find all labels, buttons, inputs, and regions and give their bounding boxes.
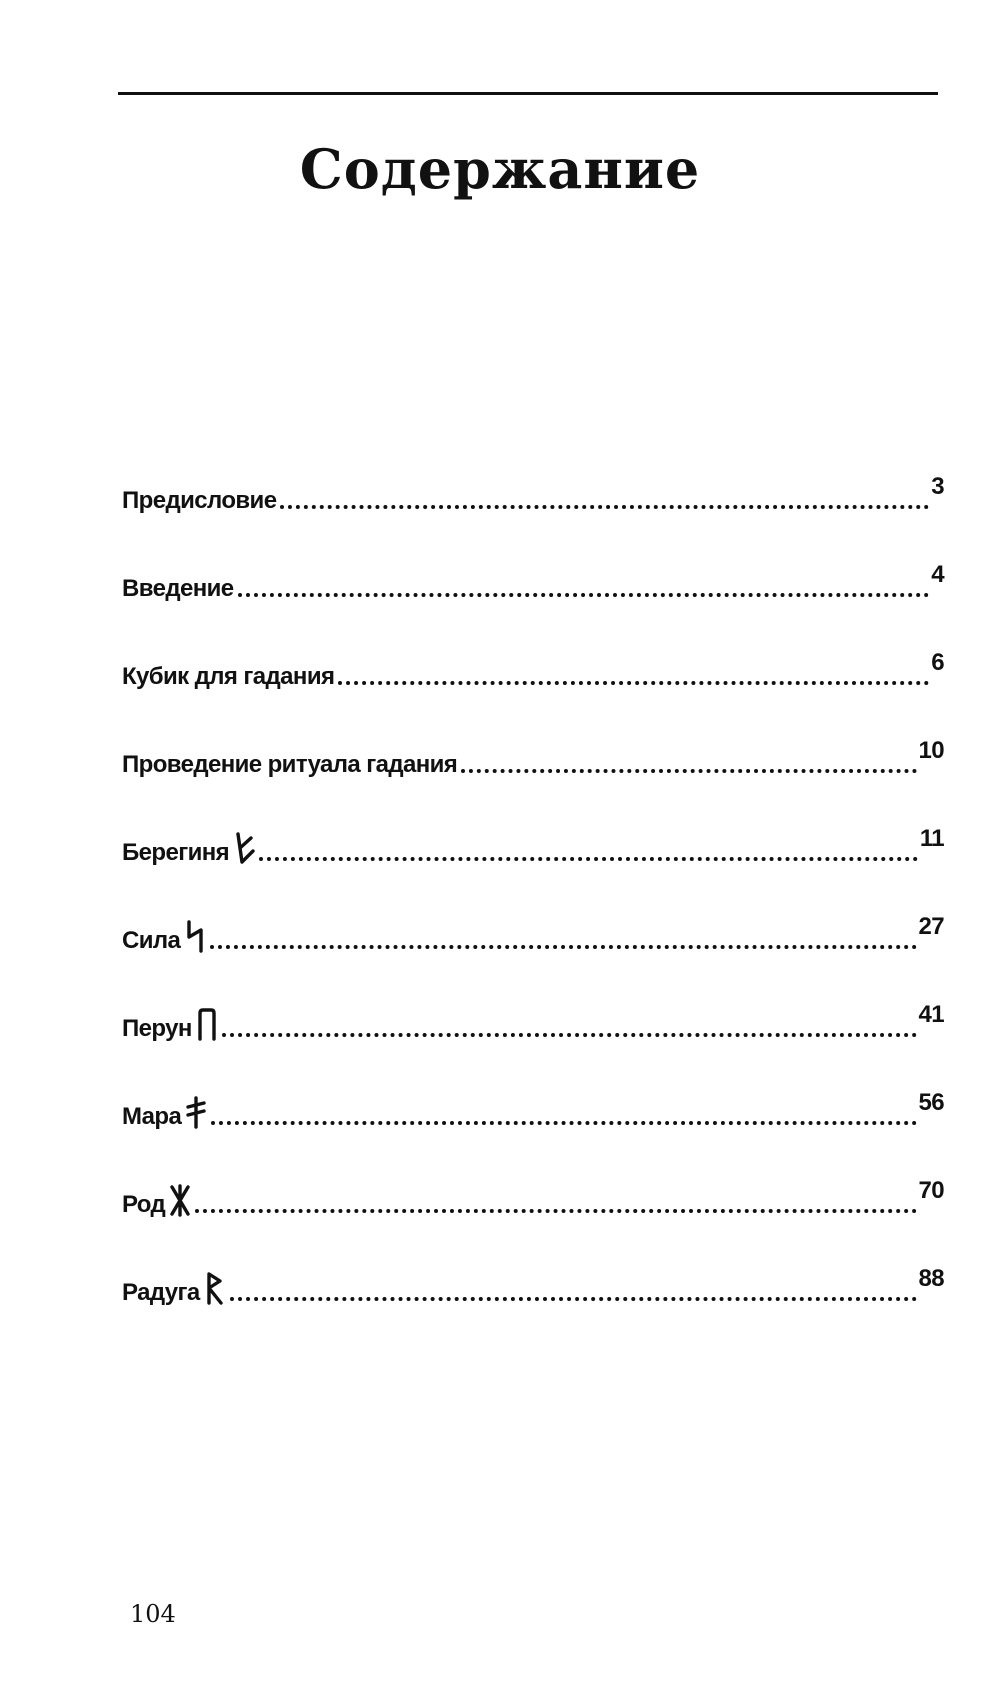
toc-entry-label: Род	[122, 1191, 166, 1218]
top-rule	[118, 92, 938, 95]
toc-entry-rod[interactable]	[122, 1129, 944, 1217]
dot-leader	[280, 505, 929, 509]
beregina-rune-icon	[233, 831, 255, 865]
dot-leader	[338, 681, 929, 685]
toc-entry-label: Сила	[122, 927, 181, 954]
toc-entry-label: Перун	[122, 1015, 192, 1042]
dot-leader	[238, 593, 930, 597]
dot-leader	[211, 1121, 916, 1125]
toc-entry-page: 10	[918, 737, 944, 764]
toc-entry-label: Берегиня	[122, 839, 230, 866]
toc-entry-ritual[interactable]	[122, 689, 944, 777]
toc-entry-label: Введение	[122, 575, 234, 602]
toc-entry-introduction[interactable]	[122, 513, 944, 601]
toc-entry-label: Кубик для гадания	[122, 663, 335, 690]
rod-rune-icon	[169, 1183, 191, 1217]
toc-entry-perun[interactable]	[122, 953, 944, 1041]
toc-entry-beregina[interactable]	[122, 777, 944, 865]
toc-entry-page: 11	[919, 825, 944, 852]
toc-entry-divination-cube[interactable]	[122, 601, 944, 689]
toc-entry-label: Радуга	[122, 1279, 200, 1306]
table-of-contents	[122, 425, 944, 1305]
dot-leader	[461, 769, 916, 773]
toc-entry-raduga[interactable]	[122, 1217, 944, 1305]
dot-leader	[259, 857, 918, 861]
toc-entry-label: Мара	[122, 1103, 182, 1130]
dot-leader	[222, 1033, 917, 1037]
toc-entry-page: 56	[918, 1089, 944, 1116]
raduga-rune-icon	[204, 1271, 226, 1305]
sila-rune-icon	[184, 919, 206, 953]
toc-entry-preface[interactable]	[122, 425, 944, 513]
perun-rune-icon	[196, 1007, 218, 1041]
page-number: 104	[130, 1600, 176, 1628]
toc-entry-page: 88	[918, 1265, 944, 1292]
dot-leader	[195, 1209, 916, 1213]
dot-leader	[230, 1297, 917, 1301]
toc-entry-page: 4	[931, 561, 944, 588]
toc-entry-page: 27	[918, 913, 944, 940]
dot-leader	[210, 945, 916, 949]
toc-entry-mara[interactable]	[122, 1041, 944, 1129]
page-title: Содержание	[299, 137, 701, 201]
toc-entry-label: Предисловие	[122, 487, 277, 514]
mara-rune-icon	[185, 1095, 207, 1129]
toc-entry-page: 41	[918, 1001, 944, 1028]
toc-entry-label: Проведение ритуала гадания	[122, 751, 458, 778]
toc-entry-page: 3	[931, 473, 944, 500]
toc-entry-page: 70	[918, 1177, 944, 1204]
toc-entry-sila[interactable]	[122, 865, 944, 953]
toc-entry-page: 6	[931, 649, 944, 676]
